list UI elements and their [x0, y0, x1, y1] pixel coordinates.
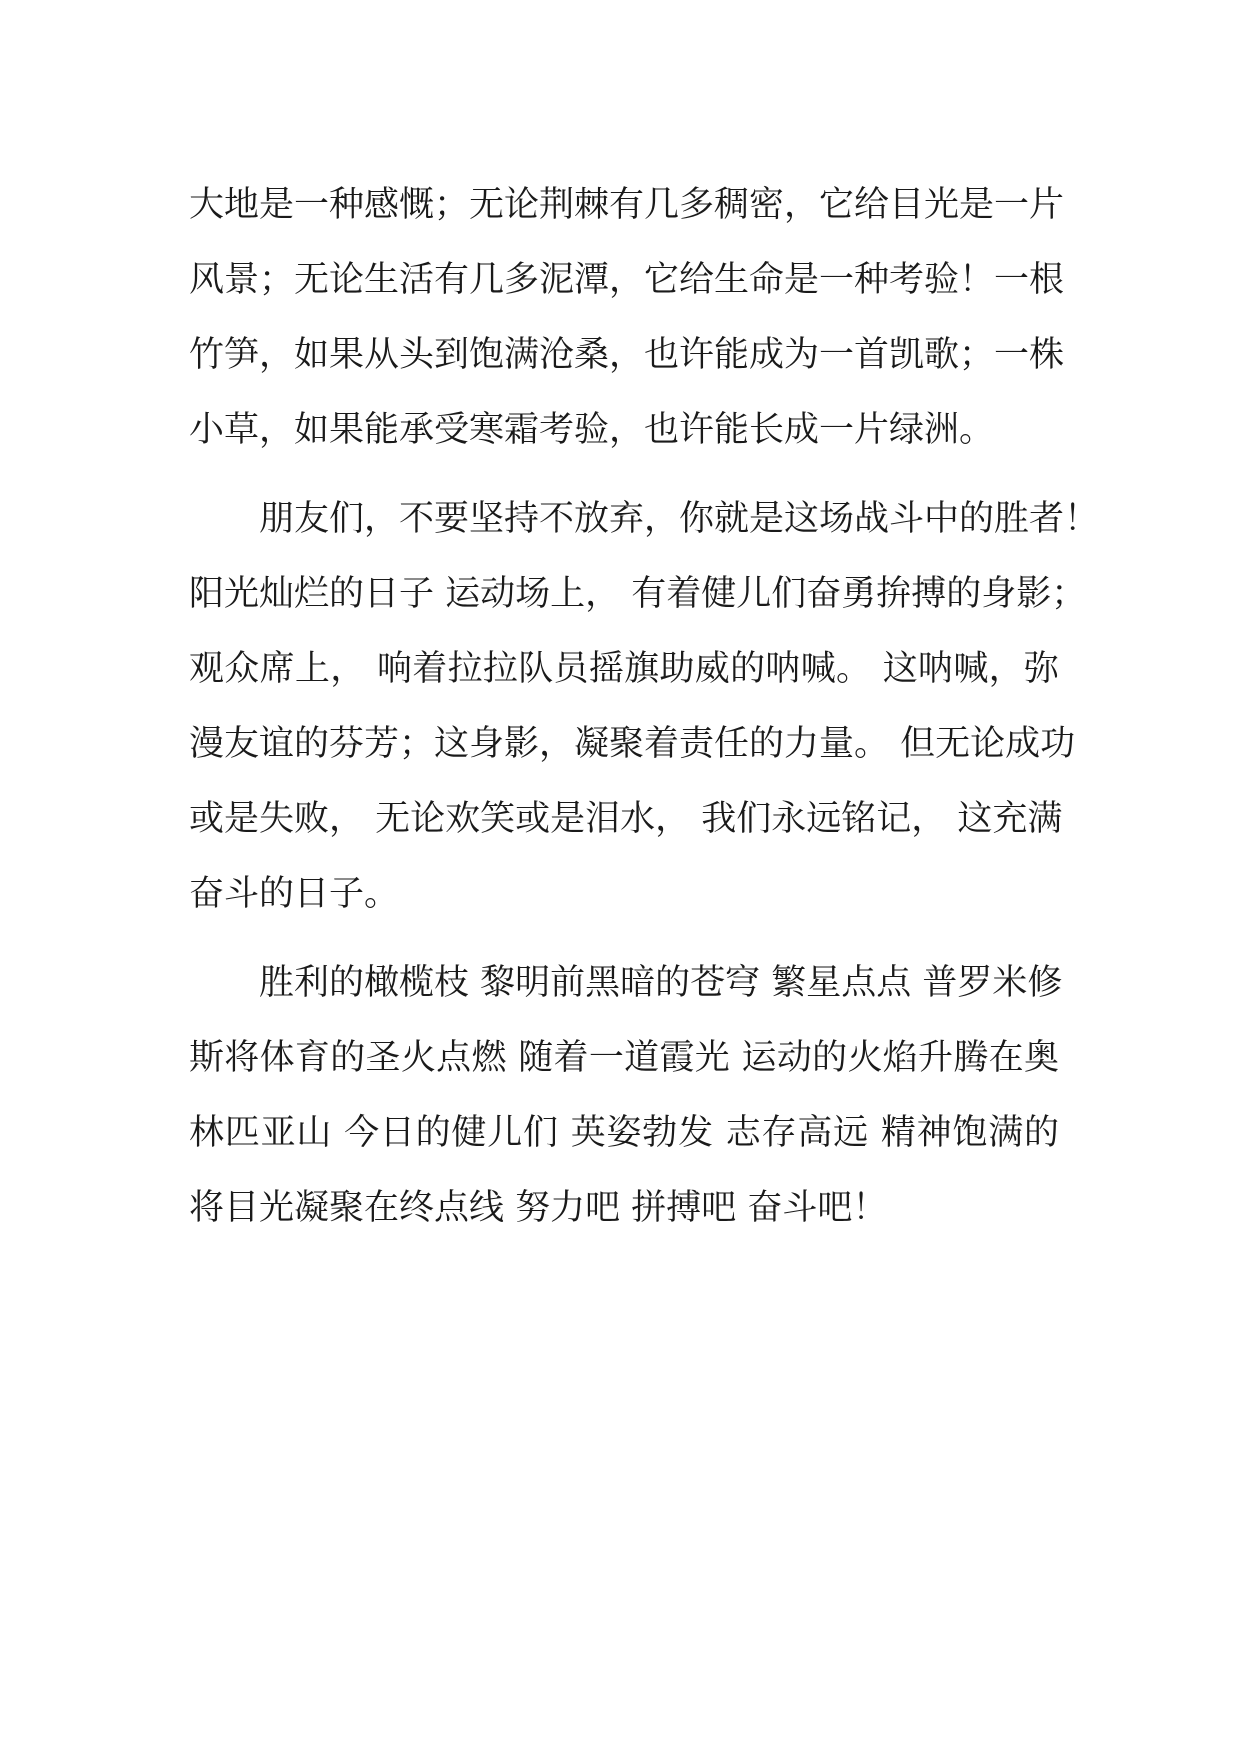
text-line: 阳光灿烂的日子 运动场上， 有着健儿们奋勇拚搏的身影；	[189, 574, 1087, 614]
text-line: 斯将体育的圣火点燃 随着一道霞光 运动的火焰升腾在奥	[189, 1038, 1059, 1078]
text-line: 或是失败， 无论欢笑或是泪水， 我们永远铭记， 这充满	[189, 799, 1063, 839]
paragraph-3	[189, 946, 1063, 1246]
paragraph-1	[189, 168, 1065, 468]
text-line: 将目光凝聚在终点线 努力吧 拼搏吧 奋斗吧！	[189, 1188, 888, 1228]
text-line: 漫友谊的芬芳；这身影，凝聚着责任的力量。 但无论成功	[189, 724, 1076, 764]
text-line: 大地是一种感慨；无论荆棘有几多稠密，它给目光是一片	[189, 185, 1065, 225]
text-line: 观众席上， 响着拉拉队员摇旗助威的呐喊。 这呐喊，弥	[189, 649, 1059, 689]
text-line: 竹笋，如果从头到饱满沧桑，也许能成为一首凯歌；一株	[189, 335, 1065, 375]
text-line: 小草，如果能承受寒霜考验，也许能长成一片绿洲。	[189, 410, 995, 450]
paragraph-spacer	[189, 468, 1059, 482]
paragraph-2	[189, 482, 1100, 932]
text-line: 朋友们，不要坚持不放弃，你就是这场战斗中的胜者！	[189, 499, 1100, 539]
paragraph-spacer	[189, 932, 1059, 946]
text-line: 风景；无论生活有几多泥潭，它给生命是一种考验！一根	[189, 260, 1065, 300]
text-line: 奋斗的日子。	[189, 874, 400, 914]
document-body	[189, 168, 1100, 1246]
text-line: 胜利的橄榄枝 黎明前黑暗的苍穹 繁星点点 普罗米修	[189, 963, 1063, 1003]
text-line: 林匹亚山 今日的健儿们 英姿勃发 志存高远 精神饱满的	[189, 1113, 1059, 1153]
